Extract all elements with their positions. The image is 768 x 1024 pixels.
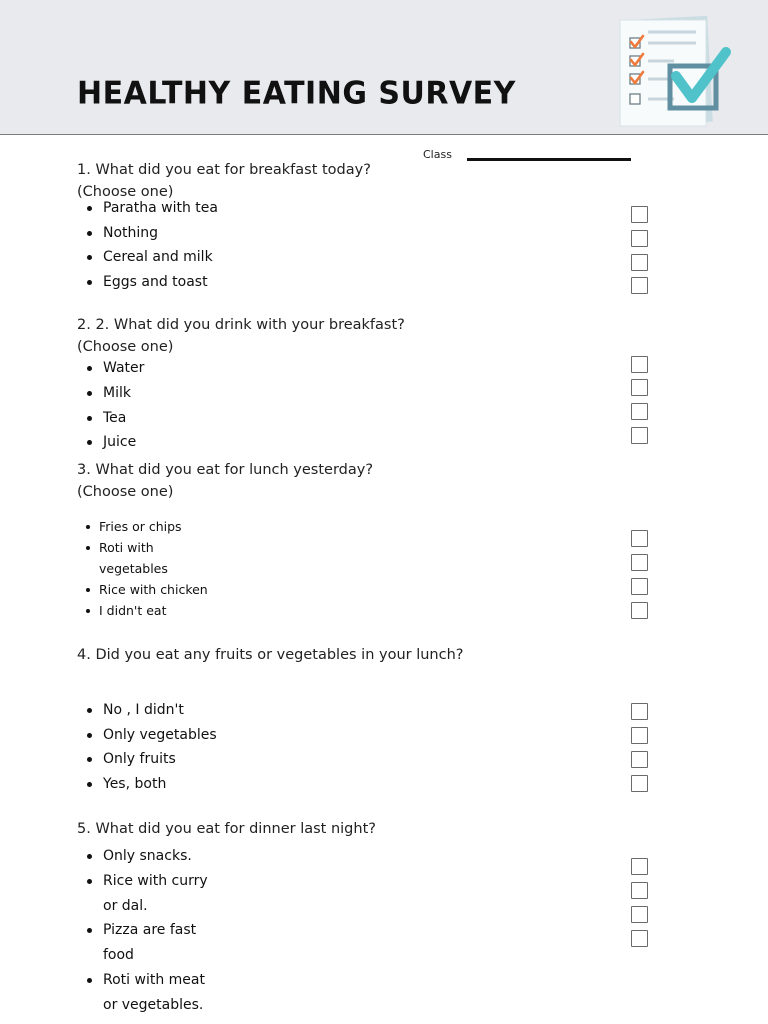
checkbox-icon[interactable]	[631, 427, 648, 444]
question-2-title: 2. 2. What did you drink with your breakfast?	[77, 317, 405, 333]
question-1-hint: (Choose one)	[77, 184, 174, 200]
checkbox-icon[interactable]	[631, 356, 648, 373]
page-title: HEALTHY EATING SURVEY	[77, 75, 516, 112]
checkbox-icon[interactable]	[631, 254, 648, 271]
option-tea: Tea	[77, 406, 144, 431]
option-rice-with-chicken: Rice with chicken	[77, 579, 208, 600]
option-roti-with-meat-cont: or vegetables.	[103, 996, 204, 1013]
question-5	[77, 818, 376, 840]
option-yes-both: Yes, both	[77, 772, 217, 797]
checkbox-icon[interactable]	[631, 906, 648, 923]
class-label: Class	[423, 148, 452, 161]
checkbox-icon[interactable]	[631, 403, 648, 420]
option-fries-or-chips: Fries or chips	[77, 516, 208, 537]
option-juice: Juice	[77, 430, 144, 455]
checkbox-icon[interactable]	[631, 602, 648, 619]
checklist-clipboard-icon	[614, 14, 736, 130]
question-2	[77, 314, 405, 358]
checkbox-icon[interactable]	[631, 703, 648, 720]
option-only-snacks: Only snacks.	[77, 844, 208, 869]
option-milk: Milk	[77, 381, 144, 406]
option-only-vegetables: Only vegetables	[77, 723, 217, 748]
checkbox-icon[interactable]	[631, 554, 648, 571]
checkbox-icon[interactable]	[631, 775, 648, 792]
question-5-options	[77, 844, 208, 1018]
option-nothing: Nothing	[77, 221, 218, 246]
option-roti-with: Roti with	[77, 537, 208, 558]
checkbox-icon[interactable]	[631, 751, 648, 768]
question-4	[77, 644, 463, 666]
question-4-title: 4. Did you eat any fruits or vegetables in your lunch?	[77, 647, 464, 663]
option-i-didnt-eat: I didn't eat	[77, 600, 208, 621]
question-1-options	[77, 196, 218, 294]
question-3-options	[77, 516, 208, 621]
question-3-hint: (Choose one)	[77, 484, 174, 500]
checkbox-icon[interactable]	[631, 206, 648, 223]
question-5-title: 5. What did you eat for dinner last night?	[77, 821, 376, 837]
option-eggs-and-toast: Eggs and toast	[77, 270, 218, 295]
question-2-hint: (Choose one)	[77, 339, 174, 355]
checkbox-icon[interactable]	[631, 530, 648, 547]
option-cereal-and-milk: Cereal and milk	[77, 245, 218, 270]
option-rice-with-curry-cont: or dal.	[103, 897, 148, 914]
question-4-options	[77, 698, 217, 797]
question-1-title: 1. What did you eat for breakfast today?	[77, 162, 371, 178]
checkbox-icon[interactable]	[631, 230, 648, 247]
option-roti-with-meat: Roti with meat	[77, 968, 208, 993]
checkbox-icon[interactable]	[631, 379, 648, 396]
question-3	[77, 459, 373, 503]
option-no-i-didnt: No , I didn't	[77, 698, 217, 723]
class-input-line[interactable]	[467, 158, 631, 161]
checkbox-icon[interactable]	[631, 578, 648, 595]
checkbox-icon[interactable]	[631, 727, 648, 744]
checkbox-icon[interactable]	[631, 882, 648, 899]
option-pizza-fast-food-cont: food	[103, 947, 134, 964]
header	[0, 0, 768, 135]
checkbox-icon[interactable]	[631, 930, 648, 947]
option-pizza-fast-food: Pizza are fast	[77, 918, 208, 943]
question-2-options	[77, 356, 144, 455]
checkbox-icon[interactable]	[631, 277, 648, 294]
option-rice-with-curry: Rice with curry	[77, 869, 208, 894]
option-only-fruits: Only fruits	[77, 747, 217, 772]
question-3-title: 3. What did you eat for lunch yesterday?	[77, 462, 374, 478]
option-roti-with-cont: vegetables	[99, 561, 168, 576]
option-paratha-with-tea: Paratha with tea	[77, 196, 218, 221]
option-water: Water	[77, 356, 144, 381]
checkbox-icon[interactable]	[631, 858, 648, 875]
